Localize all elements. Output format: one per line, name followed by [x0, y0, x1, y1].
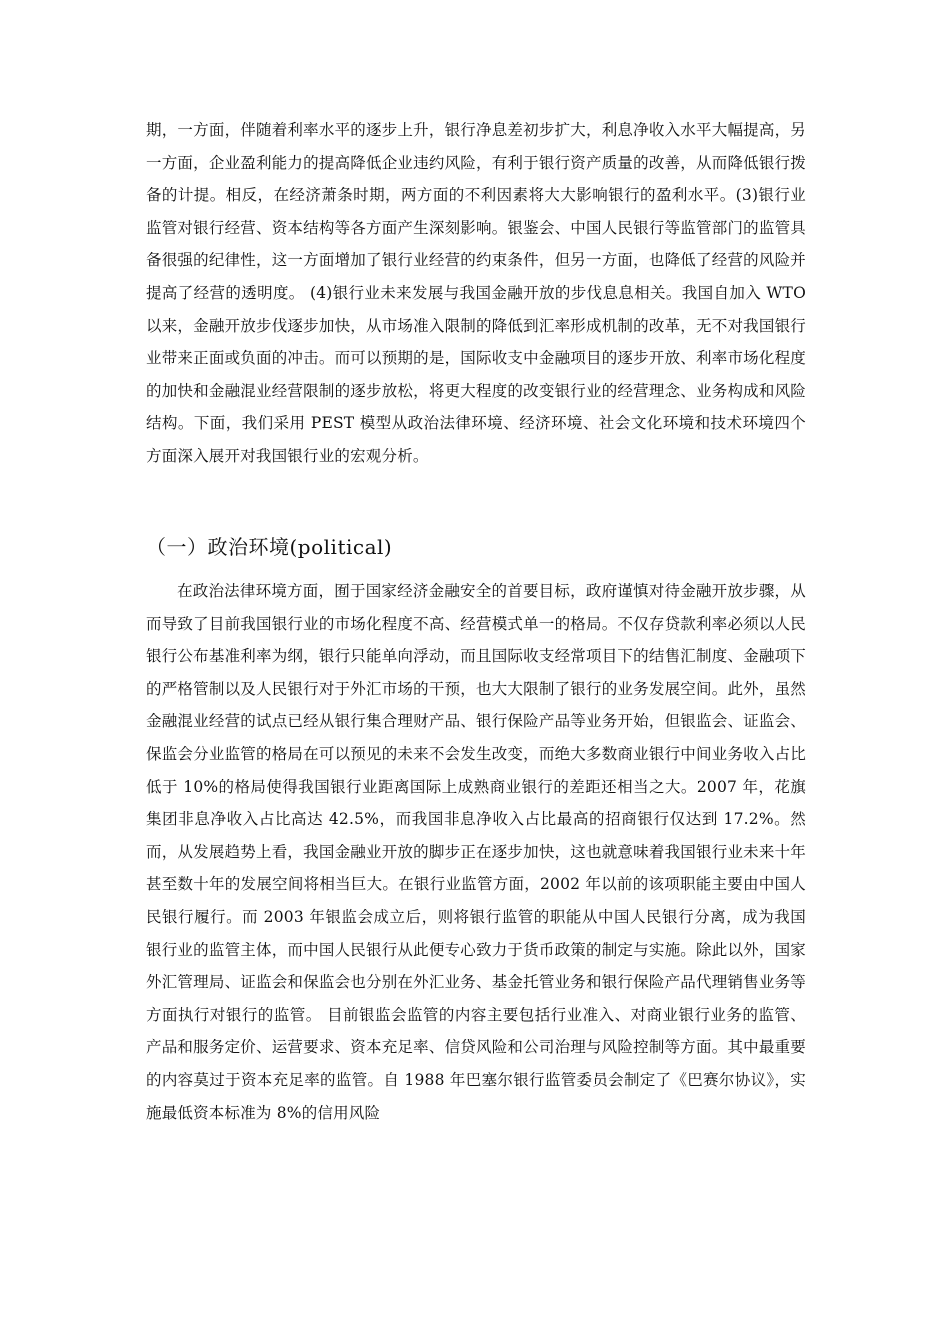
body-paragraph-1: 期，一方面，伴随着利率水平的逐步上升，银行净息差初步扩大，利息净收入水平大幅提高，另一方面，企业盈利能力的提高降低企业违约风险，有利于银行资产质量的改善，从而降低银行拨备的计提。相反，在经济萧条时期，两方面的不利因素将大大影响银行的盈利水平。(3)银行业监管对银行经营、资本结构等各方面产生深刻影响。银鉴会、中国人民银行等监管部门的监管具备很强的纪律性，这一方面增加了银行业经营的约束条件，但另一方面，也降低了经营的风险并提高了经营的透明度。 (4)银行业未来发展与我国金融开放的步伐息息相关。我国自加入 WTO 以来，金融开放步伐逐步加快，从市场准入限制的降低到汇率形成机制的改革，无不对我国银行业带来正面或负面的冲击。而可以预期的是，国际收支中金融项目的逐步开放、利率市场化程度的加快和金融混业经营限制的逐步放松，将更大程度的改变银行业的经营理念、业务构成和风险结构。下面，我们采用 PEST 模型从政治法律环境、经济环境、社会文化环境和技术环境四个方面深入展开对我国银行业的宏观分析。 [146, 121, 806, 465]
body-paragraph-2: 在政治法律环境方面，囿于国家经济金融安全的首要目标，政府谨慎对待金融开放步骤，从而导致了目前我国银行业的市场化程度不高、经营模式单一的格局。不仅存贷款利率必须以人民银行公布基准利率为纲，银行只能单向浮动，而且国际收支经常项目下的结售汇制度、金融项下的严格管制以及人民银行对于外汇市场的干预，也大大限制了银行的业务发展空间。此外，虽然金融混业经营的试点已经从银行集合理财产品、银行保险产品等业务开始，但银监会、证监会、保监会分业监管的格局在可以预见的未来不会发生改变，而绝大多数商业银行中间业务收入占比低于 10%的格局使得我国银行业距离国际上成熟商业银行的差距还相当之大。2007 年，花旗集团非息净收入占比高达 42.5%，而我国非息净收入占比最高的招商银行仅达到 17.2%。然而，从发展趋势上看，我国金融业开放的脚步正在逐步加快，这也就意味着我国银行业未来十年甚至数十年的发展空间将相当巨大。在银行业监管方面，2002 年以前的该项职能主要由中国人民银行履行。而 2003 年银监会成立后，则将银行监管的职能从中国人民银行分离，成为我国银行业的监管主体，而中国人民银行从此便专心致力于货币政策的制定与实施。除此以外，国家外汇管理局、证监会和保监会也分别在外汇业务、基金托管业务和银行保险产品代理销售业务等方面执行对银行的监管。 目前银监会监管的内容主要包括行业准入、对商业银行业务的监管、产品和服务定价、运营要求、资本充足率、信贷风险和公司治理与风险控制等方面。其中最重要的内容莫过于资本充足率的监管。自 1988 年巴塞尔银行监管委员会制定了《巴赛尔协议》，实施最低资本标准为 8%的信用风险 [146, 582, 806, 1122]
section-heading: （一）政治环境(political) [146, 535, 393, 559]
